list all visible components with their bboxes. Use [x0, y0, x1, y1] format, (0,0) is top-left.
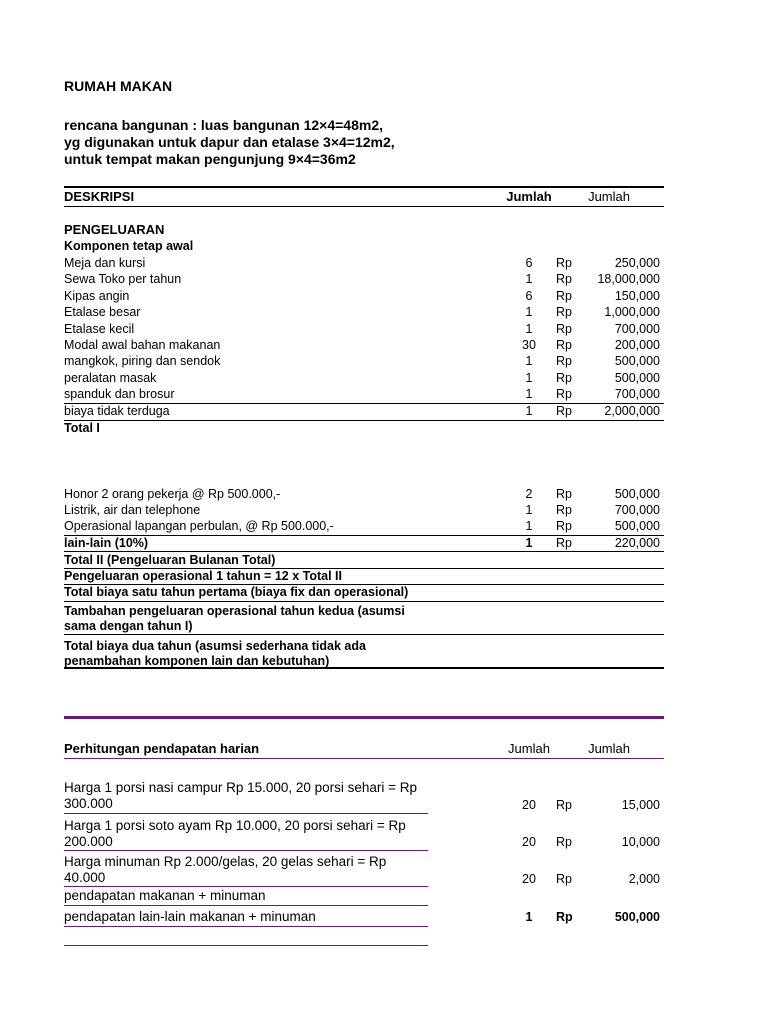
- item-amount: 1,000,000: [604, 305, 660, 319]
- table-row: [64, 255, 664, 271]
- income-header-rule: [64, 758, 664, 759]
- item-qty: 1: [525, 519, 533, 533]
- income-qty: 1: [525, 910, 533, 924]
- item-amount: 500,000: [614, 354, 660, 368]
- plan-line-2: yg digunakan untuk dapur dan etalase 3×4=12m2,: [64, 134, 395, 150]
- income-desc: Harga 1 porsi soto ayam Rp 10.000, 20 porsi sehari = Rp 200.000: [64, 818, 406, 849]
- total-2-label: Total II (Pengeluaran Bulanan Total): [64, 553, 276, 567]
- table-row: [64, 518, 664, 534]
- item-currency: Rp: [556, 404, 572, 418]
- item-currency: Rp: [556, 338, 572, 352]
- income-desc: pendapatan lain-lain makanan + minuman: [64, 909, 316, 924]
- table-row: [64, 271, 664, 287]
- income-qty: 20: [522, 798, 536, 812]
- table-row: [64, 818, 664, 852]
- income-amount: 2,000: [628, 872, 660, 886]
- table-row: [64, 780, 664, 814]
- total-1-label: Total I: [64, 421, 100, 435]
- row-rule: [64, 886, 428, 887]
- income-header-desc: Perhitungan pendapatan harian: [64, 741, 260, 756]
- item-amount: 200,000: [614, 338, 660, 352]
- table-row: [64, 370, 664, 386]
- table-row: [64, 909, 664, 927]
- fixed-heading: Komponen tetap awal: [64, 239, 194, 253]
- item-amount: 700,000: [614, 503, 660, 517]
- income-desc: Harga minuman Rp 2.000/gelas, 20 gelas sehari = Rp 40.000: [64, 854, 387, 885]
- plan-line-3: untuk tempat makan pengunjung 9×4=36m2: [64, 151, 356, 167]
- item-desc: Modal awal bahan makanan: [64, 338, 221, 352]
- row-rule: [64, 945, 428, 946]
- item-amount: 220,000: [614, 536, 660, 550]
- row-rule: [64, 634, 664, 635]
- item-qty: 6: [525, 289, 533, 303]
- header-desc: DESKRIPSI: [64, 189, 135, 204]
- income-subtotal-label: pendapatan makanan + minuman: [64, 888, 266, 903]
- item-desc: mangkok, piring dan sendok: [64, 354, 221, 368]
- item-qty: 1: [525, 305, 533, 319]
- item-qty: 1: [525, 387, 533, 401]
- two-year-line-1: Total biaya dua tahun (asumsi sederhana tidak ada: [64, 639, 366, 653]
- table-row: [64, 321, 664, 337]
- item-desc: Sewa Toko per tahun: [64, 272, 182, 286]
- item-desc: spanduk dan brosur: [64, 387, 175, 401]
- item-currency: Rp: [556, 536, 572, 550]
- item-desc: Listrik, air dan telephone: [64, 503, 201, 517]
- income-amount: 500,000: [614, 910, 660, 924]
- income-currency: Rp: [556, 872, 572, 886]
- header-bottom-rule: [64, 206, 664, 207]
- document-title: RUMAH MAKAN: [64, 78, 173, 94]
- plan-line-1: rencana bangunan : luas bangunan 12×4=48m2,: [64, 117, 383, 133]
- item-qty: 2: [525, 487, 533, 501]
- table-row: [64, 304, 664, 320]
- item-currency: Rp: [556, 354, 572, 368]
- table-row: [64, 854, 664, 888]
- income-qty: 20: [522, 872, 536, 886]
- item-qty: 1: [525, 272, 533, 286]
- item-currency: Rp: [556, 256, 572, 270]
- table-row: [64, 337, 664, 353]
- first-year-total-label: Total biaya satu tahun pertama (biaya fix dan operasional): [64, 585, 409, 599]
- item-amount: 18,000,000: [597, 272, 660, 286]
- header-top-rule: [64, 186, 664, 188]
- item-currency: Rp: [556, 305, 572, 319]
- header-amount: Jumlah: [588, 189, 630, 204]
- item-desc: peralatan masak: [64, 371, 157, 385]
- item-desc: Kipas angin: [64, 289, 130, 303]
- table-row: [64, 486, 664, 502]
- two-year-line-2: penambahan komponen lain dan kebutuhan): [64, 654, 330, 668]
- purple-divider: [64, 716, 664, 719]
- item-qty: 1: [525, 404, 533, 418]
- item-amount: 700,000: [614, 322, 660, 336]
- item-currency: Rp: [556, 371, 572, 385]
- item-currency: Rp: [556, 487, 572, 501]
- item-currency: Rp: [556, 387, 572, 401]
- item-amount: 500,000: [614, 487, 660, 501]
- item-desc: lain-lain (10%): [64, 536, 149, 550]
- income-header-qty: Jumlah: [508, 741, 550, 756]
- item-qty: 1: [525, 354, 533, 368]
- income-currency: Rp: [556, 798, 572, 812]
- item-desc: Operasional lapangan perbulan, @ Rp 500.000,-: [64, 519, 334, 533]
- table-row: [64, 502, 664, 518]
- item-desc: Etalase kecil: [64, 322, 135, 336]
- table-row: [64, 386, 664, 402]
- section-bottom-rule: [64, 667, 664, 669]
- item-currency: Rp: [556, 503, 572, 517]
- item-desc: biaya tidak terduga: [64, 404, 170, 418]
- item-currency: Rp: [556, 519, 572, 533]
- item-desc: Etalase besar: [64, 305, 141, 319]
- yearly-operational-label: Pengeluaran operasional 1 tahun = 12 x Total II: [64, 569, 342, 583]
- table-row: [64, 403, 664, 419]
- item-currency: Rp: [556, 289, 572, 303]
- table-row: [64, 288, 664, 304]
- item-amount: 150,000: [614, 289, 660, 303]
- row-rule: [64, 420, 664, 421]
- income-amount: 10,000: [621, 835, 660, 849]
- second-year-line-1: Tambahan pengeluaran operasional tahun kedua (asumsi: [64, 604, 405, 618]
- income-currency: Rp: [556, 835, 572, 849]
- income-currency: Rp: [556, 910, 573, 924]
- item-qty: 30: [522, 338, 536, 352]
- item-amount: 500,000: [614, 519, 660, 533]
- item-amount: 250,000: [614, 256, 660, 270]
- item-amount: 500,000: [614, 371, 660, 385]
- income-subtotal-row: [64, 888, 664, 906]
- item-qty: 1: [525, 322, 533, 336]
- item-qty: 1: [525, 536, 533, 550]
- header-qty: Jumlah: [506, 189, 552, 204]
- row-rule: [64, 813, 428, 814]
- item-amount: 700,000: [614, 387, 660, 401]
- item-qty: 1: [525, 371, 533, 385]
- income-header-amount: Jumlah: [588, 741, 630, 756]
- expense-heading: PENGELUARAN: [64, 222, 165, 237]
- item-qty: 1: [525, 503, 533, 517]
- income-desc: Harga 1 porsi nasi campur Rp 15.000, 20 porsi sehari = Rp 300.000: [64, 780, 418, 811]
- second-year-line-2: sama dengan tahun I): [64, 619, 193, 633]
- income-amount: 15,000: [621, 798, 660, 812]
- table-row: [64, 535, 664, 551]
- row-rule: [64, 850, 428, 851]
- item-desc: Meja dan kursi: [64, 256, 146, 270]
- income-header-row: [64, 741, 664, 757]
- item-desc: Honor 2 orang pekerja @ Rp 500.000,-: [64, 487, 281, 501]
- table-row: [64, 353, 664, 369]
- item-currency: Rp: [556, 322, 572, 336]
- item-qty: 6: [525, 256, 533, 270]
- table-header-row: [64, 189, 664, 205]
- item-currency: Rp: [556, 272, 572, 286]
- row-rule: [64, 926, 428, 927]
- row-rule: [64, 601, 664, 602]
- income-qty: 20: [522, 835, 536, 849]
- row-rule: [64, 905, 428, 906]
- item-amount: 2,000,000: [604, 404, 660, 418]
